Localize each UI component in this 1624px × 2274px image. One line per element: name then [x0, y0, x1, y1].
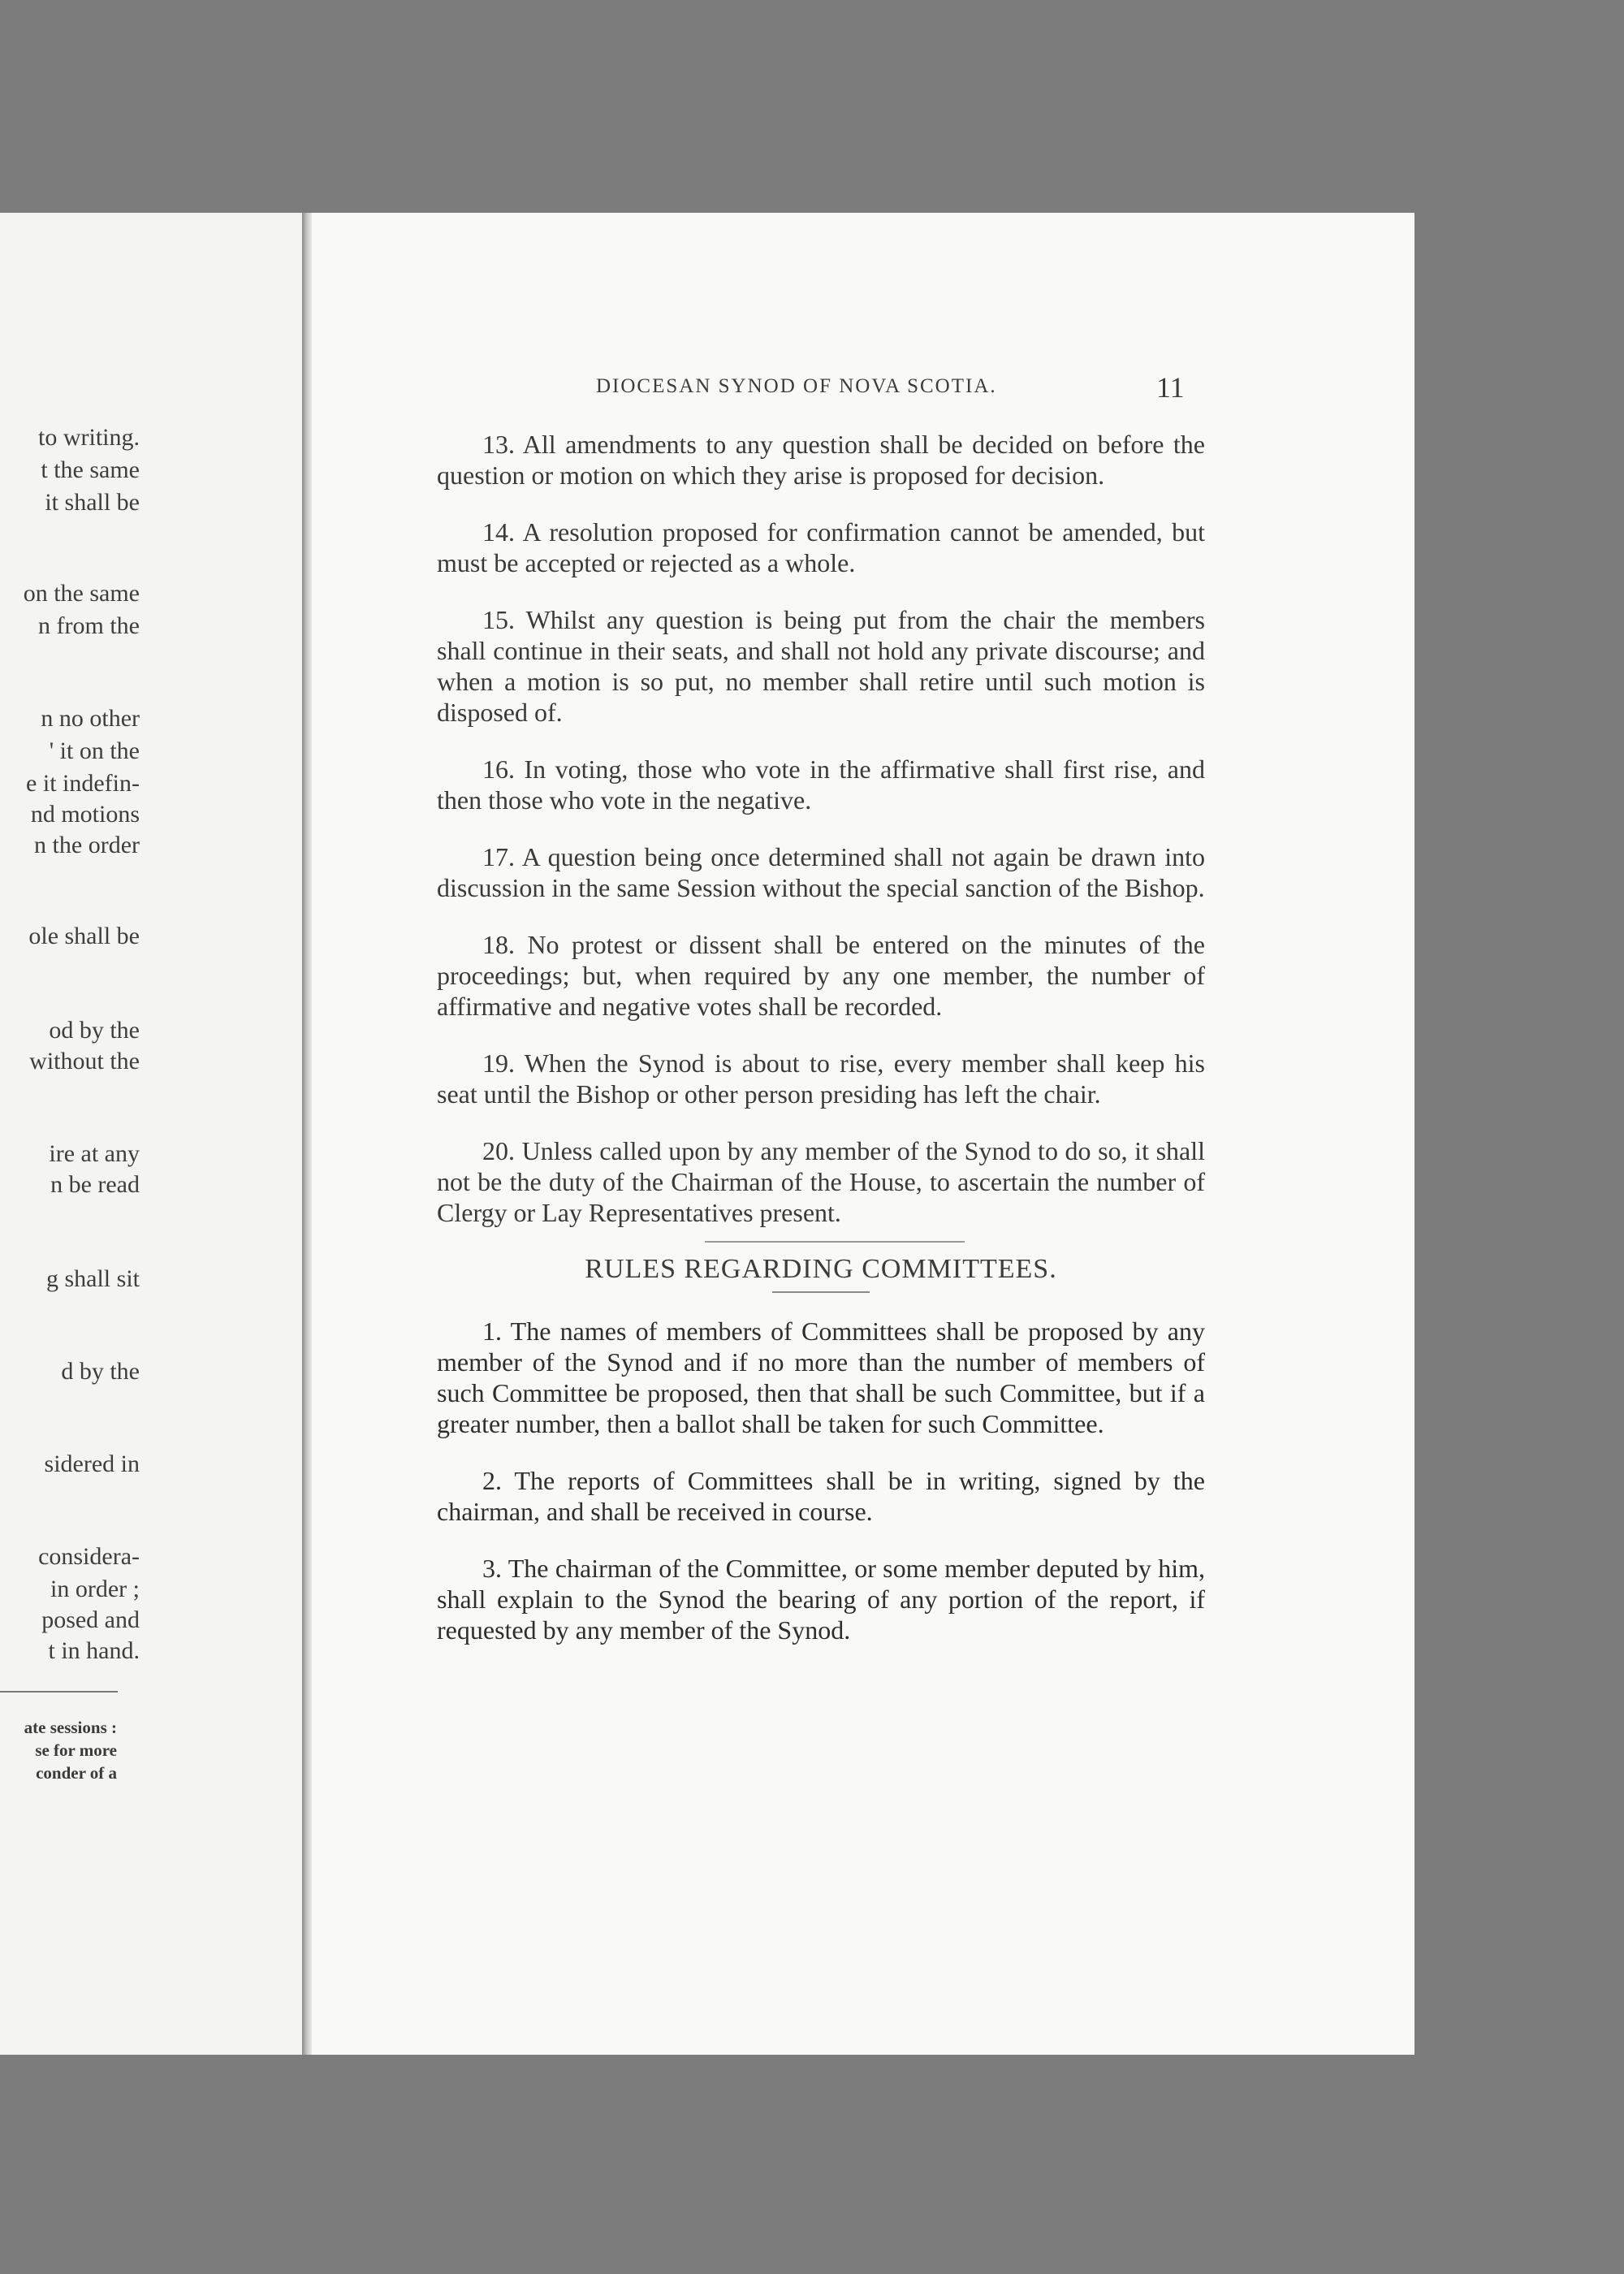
- prev-line: without the: [29, 1048, 140, 1074]
- previous-page-fragment: [0, 213, 302, 2055]
- prev-line: n no other: [41, 705, 140, 732]
- rule-19: 19. When the Synod is about to rise, every member shall keep his seat until the Bishop or other person presiding has left the chair.: [437, 1048, 1205, 1109]
- rule-14: 14. A resolution proposed for confirmation cannot be amended, but must be accepted or rejected as a whole.: [437, 517, 1205, 577]
- rule-16: 16. In voting, those who vote in the affirmative shall first rise, and then those who vote in the negative.: [437, 754, 1205, 815]
- prev-line: it shall be: [45, 489, 140, 516]
- committee-rule-3: 3. The chairman of the Committee, or some member deputed by him, shall explain to the Synod the bearing of any portion of the report, if requested by any member of the Synod.: [437, 1554, 1205, 1645]
- rule-15: 15. Whilst any question is being put from the chair the members shall continue in their seats, and shall not hold any private discourse; and when a motion is so put, no member shall retire until such motion is disposed of.: [437, 605, 1205, 727]
- prev-line: in order ;: [50, 1576, 140, 1602]
- prev-line: od by the: [49, 1017, 140, 1044]
- rule-17: 17. A question being once determined shall not again be drawn into discussion in the same Session without the special sanction of the Bishop.: [437, 842, 1205, 902]
- prev-line: ire at any: [49, 1140, 140, 1167]
- footnote-line: conder of a: [36, 1763, 117, 1783]
- footnote-line: ate sessions :: [24, 1718, 117, 1737]
- prev-line: t in hand.: [48, 1637, 140, 1664]
- prev-line: ' it on the: [49, 737, 140, 764]
- prev-line: g shall sit: [45, 1265, 140, 1292]
- prev-line: n the order: [34, 832, 140, 858]
- rule-13: 13. All amendments to any question shall be decided on before the question or motion on which they arise is proposed for decision.: [437, 430, 1205, 490]
- section-title: RULES REGARDING COMMITTEES.: [585, 1254, 1057, 1284]
- book-gutter: [302, 213, 312, 2055]
- prev-line: considera-: [38, 1543, 140, 1570]
- prev-line: to writing.: [38, 424, 140, 451]
- prev-line: e it indefin-: [26, 770, 140, 797]
- footnote-line: se for more: [35, 1740, 117, 1760]
- prev-line: n from the: [38, 612, 140, 639]
- prev-line: ole shall be: [28, 923, 140, 949]
- committee-rule-2: 2. The reports of Committees shall be in writing, signed by the chairman, and shall be received in course.: [437, 1466, 1205, 1526]
- prev-line: t the same: [41, 456, 140, 483]
- title-underline: [772, 1291, 870, 1293]
- committee-rule-1: 1. The names of members of Committees shall be proposed by any member of the Synod and if no more than the number of members of such Committee be proposed, then that shall be such Committee, but if a greater number, then a ballot shall be taken for such Committee.: [437, 1316, 1205, 1438]
- page-eleven: [312, 213, 1415, 2055]
- running-head: DIOCESAN SYNOD OF NOVA SCOTIA.: [596, 375, 997, 397]
- page-body: [437, 429, 1205, 1671]
- prev-line: sidered in: [44, 1450, 140, 1477]
- section-divider: [705, 1241, 965, 1243]
- prev-line: on the same: [23, 580, 140, 607]
- prev-line: d by the: [61, 1358, 140, 1385]
- page-number: 11: [1156, 371, 1185, 404]
- footnote-rule: [0, 1691, 118, 1693]
- rule-18: 18. No protest or dissent shall be entered on the minutes of the proceedings; but, when required by any one member, the number of affirmative and negative votes shall be recorded.: [437, 930, 1205, 1021]
- prev-line: posed and: [41, 1606, 140, 1633]
- prev-line: nd motions: [30, 801, 140, 828]
- rule-20: 20. Unless called upon by any member of the Synod to do so, it shall not be the duty of the Chairman of the House, to ascertain the number of Clergy or Lay Representatives present.: [437, 1136, 1205, 1227]
- prev-line: n be read: [50, 1171, 140, 1198]
